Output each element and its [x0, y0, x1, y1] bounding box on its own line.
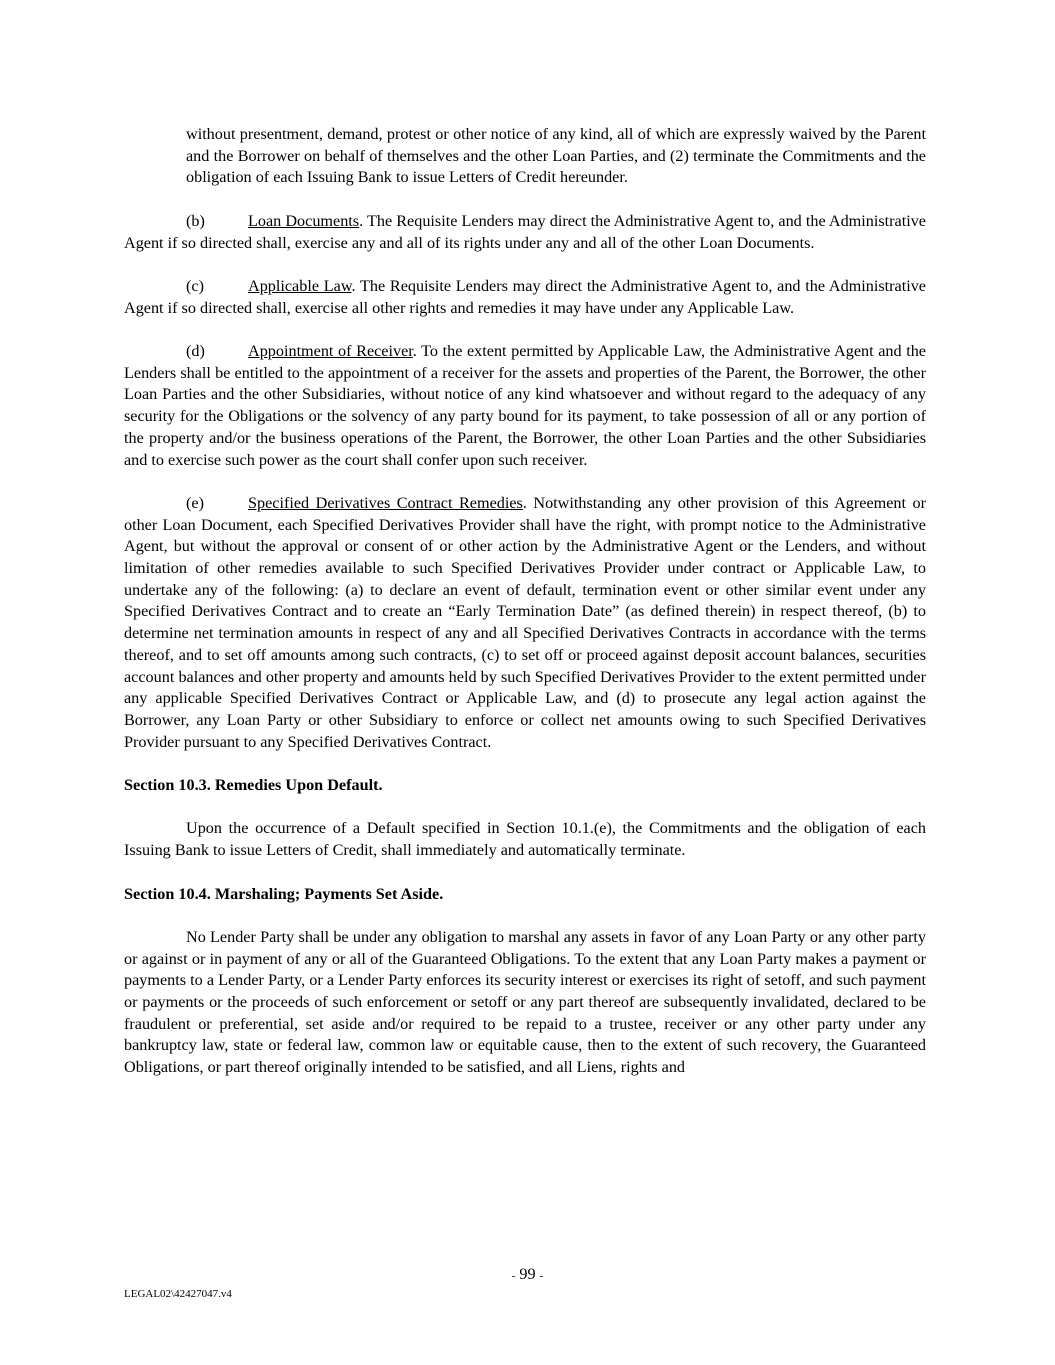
paragraph-c-title: Applicable Law: [248, 276, 352, 295]
paragraph-c-text: . The Requisite Lenders may direct the Administrative Agent to, and the Administrative Agent if so directed shall, exercise all other rights and remedies it may have under any Applicable Law.: [124, 276, 926, 317]
continuation-paragraph: without presentment, demand, protest or other notice of any kind, all of which are expressly waived by the Parent and the Borrower on behalf of themselves and the other Loan Parties, and (2) terminate the Commitments and the obligation of each Issuing Bank to issue Letters of Credit hereunder.: [186, 125, 926, 187]
page-number: [0, 1265, 1055, 1284]
paragraph-e-text: . Notwithstanding any other provision of this Agreement or other Loan Document, each Specified Derivatives Provider shall have the right, with prompt notice to the Administrative Agent, but without the approval or consent of or other action by the Administrative Agent or the Lenders, and without limitation of other remedies available to such Specified Derivatives Provider under contract or Applicable Law, to undertake any of the following: (a) to declare an event of default, termination event or other similar event under any Specified Derivatives Contract and to create an “Early Termination Date” (as defined therein) in respect thereof, (b) to determine net termination amounts in respect of any and all Specified Derivatives Contracts in accordance with the terms thereof, and to set off amounts among such contracts, (c) to set off or proceed against deposit account balances, securities account balances and other property and amounts held by such Specified Derivatives Provider to the extent permitted under any applicable Specified Derivatives Contract or Applicable Law, and (d) to prosecute any legal action against the Borrower, any Loan Party or other Subsidiary to enforce or collect net amounts owing to such Specified Derivatives Provider pursuant to any Specified Derivatives Contract.: [124, 493, 926, 751]
paragraph-b: [124, 211, 926, 254]
section-10-3-heading: Section 10.3. Remedies Upon Default.: [124, 776, 383, 795]
section-10-4-body: [124, 927, 926, 1079]
paragraph-b-title: Loan Documents: [248, 211, 360, 230]
paragraph-d-title: Appointment of Receiver: [248, 341, 413, 360]
page-dash-left: -: [511, 1270, 516, 1282]
paragraph-e: [124, 493, 926, 753]
paragraph-d-text: . To the extent permitted by Applicable Law, the Administrative Agent and the Lenders shall be entitled to the appointment of a receiver for the assets and properties of the Parent, the Borrower, the other Loan Parties and the other Subsidiaries, without notice of any kind whatsoever and without regard to the adequacy of any security for the Obligations or the solvency of any party bound for its payment, to take possession of all or any portion of the property and/or the business operations of the Parent, the Borrower, the other Loan Parties and the other Subsidiaries and to exercise such power as the court shall confer upon such receiver.: [124, 341, 926, 469]
paragraph-d-label: (d): [186, 341, 205, 360]
page-dash-right: -: [539, 1270, 544, 1282]
section-10-4-heading: Section 10.4. Marshaling; Payments Set Aside.: [124, 884, 444, 903]
paragraph-b-label: (b): [186, 211, 205, 230]
paragraph-c: [124, 276, 926, 319]
document-id: LEGAL02\42427047.v4: [124, 1288, 232, 1300]
paragraph-d: [124, 341, 926, 471]
paragraph-b-text: . The Requisite Lenders may direct the Administrative Agent to, and the Administrative Agent if so directed shall, exercise any and all of its rights under any and all of the other Loan Documents.: [124, 211, 926, 252]
page-number-value: 99: [519, 1265, 536, 1283]
paragraph-e-label: (e): [186, 493, 204, 512]
paragraph-e-title: Specified Derivatives Contract Remedies: [248, 493, 523, 512]
paragraph-c-label: (c): [186, 276, 204, 295]
section-10-4-text: No Lender Party shall be under any obligation to marshal any assets in favor of any Loan Party or any other party or against or in payment of any or all of the Guaranteed Obligations. To the extent that any Loan Party makes a payment or payments to a Lender Party, or a Lender Party enforces its security interest or exercises its right of setoff, and such payment or payments or the proceeds of such enforcement or setoff or any part thereof are subsequently invalidated, declared to be fraudulent or preferential, set aside and/or required to be repaid to a trustee, receiver or any other party under any bankruptcy law, state or federal law, common law or equitable cause, then to the extent of such recovery, the Guaranteed Obligations, or part thereof originally intended to be satisfied, and all Liens, rights and: [124, 927, 926, 1077]
section-10-3-body: [124, 818, 926, 861]
section-10-3-text: Upon the occurrence of a Default specified in Section 10.1.(e), the Commitments and the obligation of each Issuing Bank to issue Letters of Credit, shall immediately and automatically terminate.: [124, 819, 926, 860]
document-body: [124, 124, 926, 1079]
